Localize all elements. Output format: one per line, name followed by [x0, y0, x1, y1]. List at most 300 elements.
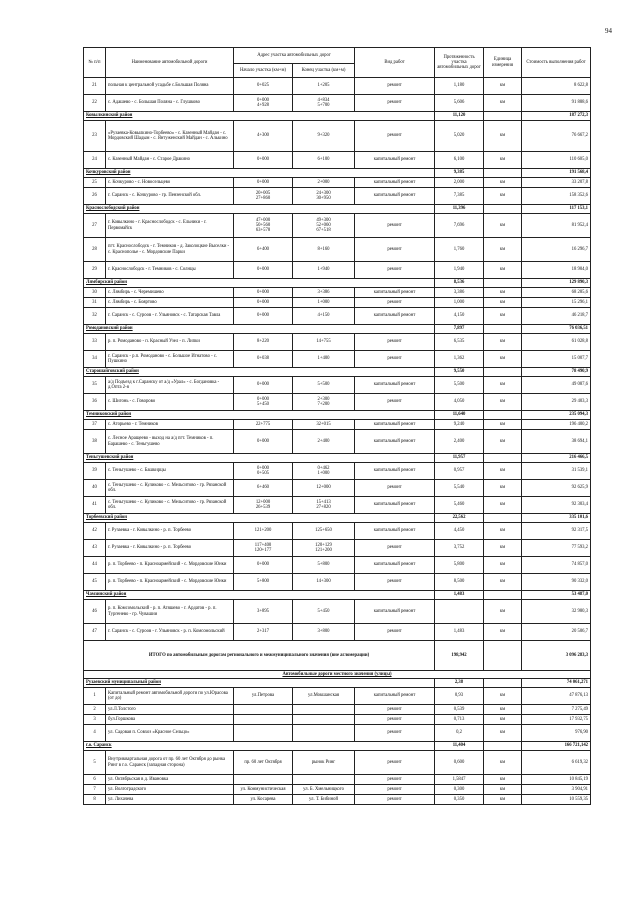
section-start: 117+400 120+177	[234, 540, 293, 557]
unit: км	[484, 557, 522, 574]
section-end: 120+129 121+200	[293, 540, 355, 557]
road-row	[84, 394, 591, 411]
road-row	[84, 214, 591, 238]
unit: км	[484, 298, 522, 308]
section-start: 0+000 4+928	[234, 95, 293, 112]
district-unit-empty	[484, 112, 522, 121]
district-subtotal-row	[84, 591, 591, 600]
road-row	[84, 725, 591, 742]
district-subtotal-row	[84, 169, 591, 178]
unit: км	[484, 288, 522, 298]
section-end: 14+755	[293, 334, 355, 351]
district-name: Кочкуровский район	[84, 169, 435, 178]
section-start	[234, 725, 293, 742]
road-length: 8,500	[435, 574, 484, 591]
section-end: 9+320	[293, 121, 355, 152]
row-number: 26	[84, 188, 106, 205]
row-number: 30	[84, 288, 106, 298]
district-name: Чамзинский район	[84, 591, 435, 600]
district-length: 11,120	[435, 112, 484, 121]
district-subtotal-row	[84, 112, 591, 121]
road-length: 0,957	[435, 463, 484, 480]
unit: км	[484, 715, 522, 725]
district-name: Краснослободский район	[84, 205, 435, 214]
work-type: ремонт	[355, 795, 435, 805]
section-start: 0+000	[234, 377, 293, 394]
header-start: Начало участка (км+м)	[234, 64, 293, 78]
work-type: ремонт	[355, 78, 435, 95]
row-number: 6	[84, 775, 106, 785]
district-name: Торбеевский район	[84, 514, 435, 523]
district-subtotal-row	[84, 679, 591, 688]
road-length: 0,713	[435, 715, 484, 725]
row-number: 29	[84, 262, 106, 279]
work-type: ремонт	[355, 624, 435, 641]
road-name: г. Краснослободск - г. Темников - с. Солнцы	[106, 262, 234, 279]
road-row	[84, 557, 591, 574]
section-end: 12+000	[293, 480, 355, 497]
work-cost: 8 622,8	[522, 78, 591, 95]
district-name: Ковылкинский район	[84, 112, 435, 121]
total-label: ИТОГО по автомобильным дорогам регионального и межмуниципального значения (вне агломерации)	[84, 641, 435, 671]
road-length: 5,020	[435, 121, 484, 152]
section-start: 6+460	[234, 480, 293, 497]
unit: км	[484, 351, 522, 368]
district-cost: 187 272,3	[522, 112, 591, 121]
road-row	[84, 288, 591, 298]
road-name: р. п. Ромоданово - п. Красный Узел - п. Липки	[106, 334, 234, 351]
section-start: 0+000	[234, 262, 293, 279]
work-cost: 196 400,2	[522, 420, 591, 430]
work-type: ремонт	[355, 775, 435, 785]
district-cost: 335 101,6	[522, 514, 591, 523]
district-name: Темниковский район	[84, 411, 435, 420]
section-end: 6+100	[293, 152, 355, 169]
section-start: 0+000	[234, 178, 293, 188]
road-row	[84, 705, 591, 715]
district-name: г.о. Саранск	[84, 742, 435, 751]
road-name: польная к центральной усадьбе с.Большая Поляна	[106, 78, 234, 95]
section-start: пр. 60 лет Октября	[234, 751, 293, 775]
section-start: ул. Косарева	[234, 795, 293, 805]
section-start: 0+000	[234, 152, 293, 169]
road-name: с. Теньгушево - с. Башкирцы	[106, 463, 234, 480]
table-body	[84, 78, 591, 805]
unit: км	[484, 377, 522, 394]
header-num: № п/п	[84, 48, 106, 78]
row-number: 32	[84, 308, 106, 325]
road-name: р. п. Торбеево - п. Красноармейский - с. Мордовские Юнки	[106, 574, 234, 591]
road-row	[84, 308, 591, 325]
work-type: ремонт	[355, 540, 435, 557]
work-cost: 47 876,13	[522, 688, 591, 705]
section-start: 6+400	[234, 238, 293, 262]
section-start: 0+000 5+450	[234, 394, 293, 411]
unit: км	[484, 262, 522, 279]
section-start: 4+300	[234, 121, 293, 152]
unit: км	[484, 705, 522, 715]
district-unit-empty	[484, 514, 522, 523]
road-name: р. п. Торбеево - п. Красноармейский - с. Мордовские Юнки	[106, 557, 234, 574]
work-cost: 158 352,6	[522, 188, 591, 205]
section-start: ул. Коммунистическая	[234, 785, 293, 795]
unit: км	[484, 188, 522, 205]
district-name: Лямбирский район	[84, 279, 435, 288]
section-start: 8+220	[234, 334, 293, 351]
road-name: с. Казенный Майдан - с. Старое Дракино	[106, 152, 234, 169]
section-start: 0+000 0+505	[234, 463, 293, 480]
row-number: 28	[84, 238, 106, 262]
section-start: 0+000	[234, 288, 293, 298]
work-cost: 92 303,4	[522, 497, 591, 514]
section-end: 1+940	[293, 262, 355, 279]
section-start: 0+025	[234, 78, 293, 95]
section-start: 0+000	[234, 557, 293, 574]
district-name: Рузаевский муниципальный район	[84, 679, 435, 688]
section-end: ул.Мокшанская	[293, 688, 355, 705]
road-length: 1,180	[435, 78, 484, 95]
work-cost: 74 857,0	[522, 557, 591, 574]
road-length: 9,240	[435, 420, 484, 430]
section-start: 0+000	[234, 308, 293, 325]
local-roads-heading: Автомобильные дороги местного значения (улицы)	[84, 671, 591, 679]
work-cost: 61 028,8	[522, 334, 591, 351]
unit: км	[484, 394, 522, 411]
header-end: Конец участка (км+м)	[293, 64, 355, 78]
work-type: ремонт	[355, 705, 435, 715]
district-cost: 191 568,4	[522, 169, 591, 178]
work-type: капитальный ремонт	[355, 377, 435, 394]
section-end: 2+000	[293, 178, 355, 188]
work-cost: 15 007,7	[522, 351, 591, 368]
row-number: 47	[84, 624, 106, 641]
road-length: 4,450	[435, 523, 484, 540]
section-end: 8+160	[293, 238, 355, 262]
work-cost: 20 506,7	[522, 624, 591, 641]
road-name: с. Шигонь - с. Говорово	[106, 394, 234, 411]
road-name: с. Лесное Аращеево - выход на а/д пгт. Темников - п. Барашево - с. Теньгушево	[106, 430, 234, 454]
road-row	[84, 238, 591, 262]
work-type: ремонт	[355, 121, 435, 152]
row-number: 21	[84, 78, 106, 95]
section-start: 20+005 27+860	[234, 188, 293, 205]
unit: км	[484, 152, 522, 169]
unit: км	[484, 624, 522, 641]
road-row	[84, 351, 591, 368]
section-start: 2+317	[234, 624, 293, 641]
section-start: 0+000	[234, 430, 293, 454]
work-cost: 32 980,3	[522, 600, 591, 624]
road-name: с. Аторьево - г. Темников	[106, 420, 234, 430]
section-end: 1+400	[293, 351, 355, 368]
road-name: бул.Горшкова	[106, 715, 234, 725]
road-row	[84, 497, 591, 514]
section-end: 49+300 52+060 67+518	[293, 214, 355, 238]
section-end: 14+300	[293, 574, 355, 591]
district-name: Теньгушевский район	[84, 454, 435, 463]
work-cost: 18 904,0	[522, 262, 591, 279]
header-work: Вид работ	[355, 48, 435, 78]
row-number: 23	[84, 121, 106, 152]
total-length: 198,942	[435, 641, 484, 671]
district-unit-empty	[484, 742, 522, 751]
road-row	[84, 334, 591, 351]
road-name: г. Саранск - с. Суроов - г. Ульяновск - р. п. Комсомольский	[106, 624, 234, 641]
work-type: ремонт	[355, 394, 435, 411]
work-type: капитальный ремонт	[355, 430, 435, 454]
road-row	[84, 785, 591, 795]
section-start: 0+000	[234, 298, 293, 308]
section-end: 2+400	[293, 430, 355, 454]
unit: км	[484, 785, 522, 795]
section-end: 24+300 30+950	[293, 188, 355, 205]
section-end	[293, 705, 355, 715]
work-cost: 29 403,3	[522, 394, 591, 411]
row-number: 35	[84, 377, 106, 394]
road-name: ул. Садовая п. Совхоз «Красное Сельцо»	[106, 725, 234, 742]
work-type: ремонт	[355, 574, 435, 591]
work-type: капитальный ремонт	[355, 463, 435, 480]
work-type: капитальный ремонт	[355, 308, 435, 325]
work-cost: 10 845,19	[522, 775, 591, 785]
section-start: 0+038	[234, 351, 293, 368]
section-end: 1+205	[293, 78, 355, 95]
row-number: 39	[84, 463, 106, 480]
road-name: р. п. Комсомольский - р. п. Атяшево - г. Ардатов - р. п. Тургенево - гр. Чувашии	[106, 600, 234, 624]
road-name: с. Теньгушево - с. Куликово - с. Мельситово - гр. Рязанской обл.	[106, 480, 234, 497]
road-length: 0,300	[435, 785, 484, 795]
district-length: 22,562	[435, 514, 484, 523]
district-subtotal-row	[84, 205, 591, 214]
road-row	[84, 262, 591, 279]
district-subtotal-row	[84, 514, 591, 523]
unit: км	[484, 214, 522, 238]
road-length: 2,000	[435, 178, 484, 188]
work-type: капитальный ремонт	[355, 497, 435, 514]
row-number: 27	[84, 214, 106, 238]
section-end: 125+650	[293, 523, 355, 540]
work-type: капитальный ремонт	[355, 420, 435, 430]
row-number: 45	[84, 574, 106, 591]
district-unit-empty	[484, 679, 522, 688]
district-subtotal-row	[84, 411, 591, 420]
work-type: ремонт	[355, 214, 435, 238]
road-name: а/д Подъезд к г.Саранску от а/д «Урал» - с. Богдановка - д.Опта 2-я	[106, 377, 234, 394]
total-cost: 3 096 283,3	[522, 641, 591, 671]
work-cost: 49 087,6	[522, 377, 591, 394]
unit: км	[484, 795, 522, 805]
road-length: 7,696	[435, 214, 484, 238]
road-row	[84, 95, 591, 112]
section-end: 0+462 1+000	[293, 463, 355, 480]
header-length: Протяженность участка автомобильных дорог	[435, 48, 484, 78]
district-cost: 78 490,9	[522, 368, 591, 377]
unit: км	[484, 308, 522, 325]
road-length: 4,150	[435, 308, 484, 325]
work-cost: 92 625,9	[522, 480, 591, 497]
unit: км	[484, 430, 522, 454]
district-unit-empty	[484, 325, 522, 334]
work-type: ремонт	[355, 262, 435, 279]
section-start: 47+000 50+560 63+578	[234, 214, 293, 238]
section-end: 1+000	[293, 298, 355, 308]
section-start: 22+775	[234, 420, 293, 430]
road-row	[84, 463, 591, 480]
work-cost: 3 904,91	[522, 785, 591, 795]
district-length: 8,536	[435, 279, 484, 288]
road-length: 1,940	[435, 262, 484, 279]
road-row	[84, 188, 591, 205]
road-row	[84, 624, 591, 641]
road-name: г. Саранск - с. Суроов - г. Ульяновск - с. Татарская Тавла	[106, 308, 234, 325]
header-name: Наименование автомобильной дороги	[106, 48, 234, 78]
road-row	[84, 574, 591, 591]
road-row	[84, 715, 591, 725]
district-unit-empty	[484, 411, 522, 420]
unit: км	[484, 238, 522, 262]
road-name: ул. Лихачева	[106, 795, 234, 805]
work-cost: 110 605,0	[522, 152, 591, 169]
road-length: 0,539	[435, 705, 484, 715]
row-number: 4	[84, 725, 106, 742]
row-number: 31	[84, 298, 106, 308]
road-length: 0,93	[435, 688, 484, 705]
unit: км	[484, 540, 522, 557]
section-heading-row	[84, 671, 591, 679]
section-start: 121+200	[234, 523, 293, 540]
work-cost: 68 285,6	[522, 288, 591, 298]
work-type: капитальный ремонт	[355, 152, 435, 169]
road-row	[84, 377, 591, 394]
work-type: капитальный ремонт	[355, 288, 435, 298]
road-works-table	[83, 47, 591, 805]
row-number: 46	[84, 600, 106, 624]
unit: км	[484, 497, 522, 514]
district-unit-empty	[484, 454, 522, 463]
work-type: ремонт	[355, 334, 435, 351]
work-cost: 10 559,35	[522, 795, 591, 805]
road-name: с. Лямбирь - с. Черемишево	[106, 288, 234, 298]
header-unit: Единица измерения	[484, 48, 522, 78]
section-end: рынок Ринг	[293, 751, 355, 775]
work-type: ремонт	[355, 725, 435, 742]
work-cost: 46 218,7	[522, 308, 591, 325]
district-cost: 216 466,5	[522, 454, 591, 463]
section-end	[293, 715, 355, 725]
work-cost: 76 667,2	[522, 121, 591, 152]
road-name: с. Адашево - с. Большая Поляна - с. Глушково	[106, 95, 234, 112]
district-length: 11,957	[435, 454, 484, 463]
road-name: с. Лямбирь - с. Бояртово	[106, 298, 234, 308]
district-unit-empty	[484, 591, 522, 600]
row-number: 42	[84, 523, 106, 540]
section-end: 5+450	[293, 600, 355, 624]
section-start	[234, 705, 293, 715]
district-cost: 76 036,51	[522, 325, 591, 334]
unit: км	[484, 95, 522, 112]
unit: км	[484, 725, 522, 742]
section-end: 5+800	[293, 557, 355, 574]
work-type: капитальный ремонт	[355, 178, 435, 188]
district-name: Старошайговский район	[84, 368, 435, 377]
road-length: 2,400	[435, 430, 484, 454]
section-end: 15+413 27+820	[293, 497, 355, 514]
section-start: ул.Петрова	[234, 688, 293, 705]
district-unit-empty	[484, 368, 522, 377]
district-length: 9,550	[435, 368, 484, 377]
row-number: 41	[84, 497, 106, 514]
section-start: 3+895	[234, 600, 293, 624]
road-name: ул. Волгоградского	[106, 785, 234, 795]
row-number: 40	[84, 480, 106, 497]
work-type: ремонт	[355, 751, 435, 775]
work-type: ремонт	[355, 351, 435, 368]
road-length: 6,535	[435, 334, 484, 351]
unit: км	[484, 334, 522, 351]
road-row	[84, 523, 591, 540]
road-row	[84, 152, 591, 169]
row-number: 5	[84, 751, 106, 775]
section-end: ул. Б. Хмельницкого	[293, 785, 355, 795]
district-cost: 74 061,271	[522, 679, 591, 688]
unit: км	[484, 480, 522, 497]
work-cost: 33 207,8	[522, 178, 591, 188]
district-cost: 235 094,3	[522, 411, 591, 420]
district-length: 1,483	[435, 591, 484, 600]
road-row	[84, 78, 591, 95]
road-length: 4,050	[435, 394, 484, 411]
section-end: 2+300 7+200	[293, 394, 355, 411]
road-row	[84, 121, 591, 152]
road-row	[84, 688, 591, 705]
road-length: 3,752	[435, 540, 484, 557]
road-row	[84, 795, 591, 805]
road-name: г. Саранск - с. Кочкурово - гр. Пензенской обл.	[106, 188, 234, 205]
road-row	[84, 751, 591, 775]
section-end	[293, 725, 355, 742]
road-name: ул.Л.Толстого	[106, 705, 234, 715]
district-subtotal-row	[84, 279, 591, 288]
work-type: ремонт	[355, 715, 435, 725]
district-subtotal-row	[84, 325, 591, 334]
district-subtotal-row	[84, 742, 591, 751]
row-number: 44	[84, 557, 106, 574]
road-length: 1,483	[435, 624, 484, 641]
row-number: 37	[84, 420, 106, 430]
road-name: с. Теньгушево - с. Куликово - с. Мельситово - гр. Рязанской обл.	[106, 497, 234, 514]
road-length: 0,2	[435, 725, 484, 742]
unit: км	[484, 463, 522, 480]
road-row	[84, 298, 591, 308]
road-length: 5,800	[435, 557, 484, 574]
row-number: 8	[84, 795, 106, 805]
section-start	[234, 715, 293, 725]
row-number: 24	[84, 152, 106, 169]
road-length: 0,350	[435, 795, 484, 805]
total-unit-empty	[484, 641, 522, 671]
road-length	[435, 600, 484, 624]
road-name: ул. Октябрьская в д. Ивановка	[106, 775, 234, 785]
district-length: 9,385	[435, 169, 484, 178]
work-cost: 16 296,7	[522, 238, 591, 262]
road-name: г. Рузаевка - г. Ковылкино - р. п. Торбеево	[106, 540, 234, 557]
district-name: Ромодановский район	[84, 325, 435, 334]
grand-total-row	[84, 641, 591, 671]
row-number: 34	[84, 351, 106, 368]
section-end: 3+800	[293, 624, 355, 641]
district-unit-empty	[484, 169, 522, 178]
unit: км	[484, 775, 522, 785]
